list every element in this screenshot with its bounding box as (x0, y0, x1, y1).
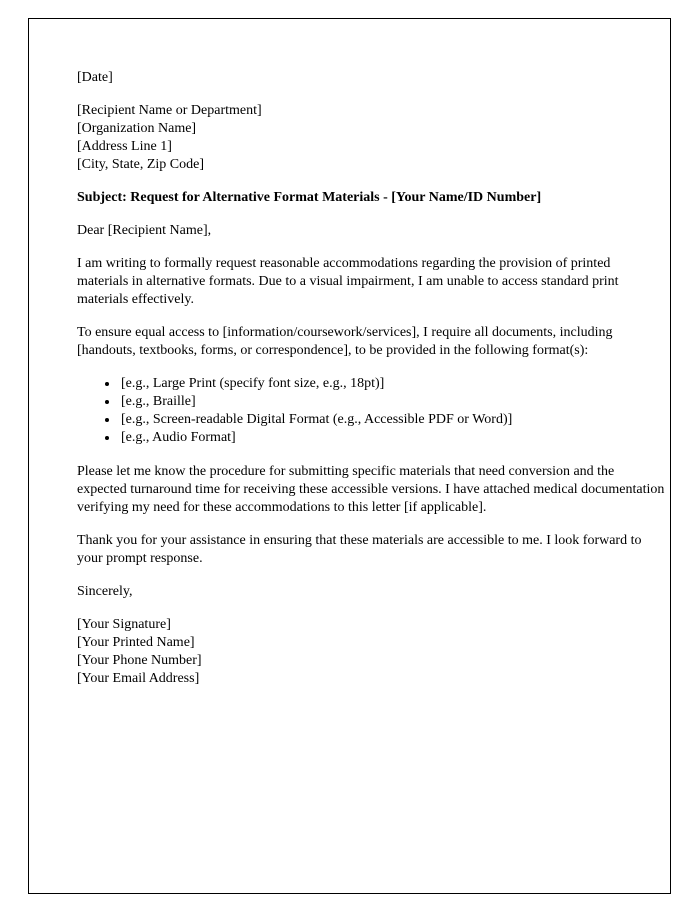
city-state-zip-line: [City, State, Zip Code] (77, 157, 205, 172)
printed-name-line: [Your Printed Name] (77, 635, 195, 650)
subject-line: Subject: Request for Alternative Format Materials - [Your Name/ID Number] (77, 190, 542, 205)
recipient-name-line: [Recipient Name or Department] (77, 103, 262, 118)
letter-page-border (28, 18, 671, 894)
date-line: [Date] (77, 70, 113, 85)
signature-block (77, 616, 665, 688)
format-item-audio: • [e.g., Audio Format] (119, 429, 665, 447)
letter-content (77, 69, 665, 703)
closing-line: Sincerely, (77, 584, 133, 599)
format-item-large-print: • [e.g., Large Print (specify font size, e.g., 18pt)] (119, 375, 665, 393)
signature-line: [Your Signature] (77, 617, 171, 632)
phone-number-line: [Your Phone Number] (77, 653, 202, 668)
organization-name-line: [Organization Name] (77, 121, 197, 136)
format-item-digital: • [e.g., Screen-readable Digital Format (e.g., Accessible PDF or Word)] (119, 411, 665, 429)
recipient-address-block (77, 102, 665, 174)
email-address-line: [Your Email Address] (77, 671, 200, 686)
paragraph-access: To ensure equal access to [information/coursework/services], I require all documents, including [handouts, textbooks, forms, or correspondence], to be provided in the following format(s): (77, 325, 613, 358)
format-item-braille: • [e.g., Braille] (119, 393, 665, 411)
address-line: [Address Line 1] (77, 139, 172, 154)
format-list (77, 375, 665, 447)
salutation-line: Dear [Recipient Name], (77, 223, 212, 238)
paragraph-request: I am writing to formally request reasonable accommodations regarding the provision of printed materials in alternative formats. Due to a visual impairment, I am unable to access standard print materials effectively. (77, 256, 619, 307)
paragraph-procedure: Please let me know the procedure for submitting specific materials that need conversion and the expected turnaround time for receiving these accessible versions. I have attached medical documentation verifying my need for these accommodations to this letter [if applicable]. (77, 464, 665, 515)
paragraph-thanks: Thank you for your assistance in ensuring that these materials are accessible to me. I look forward to your prompt response. (77, 533, 642, 566)
